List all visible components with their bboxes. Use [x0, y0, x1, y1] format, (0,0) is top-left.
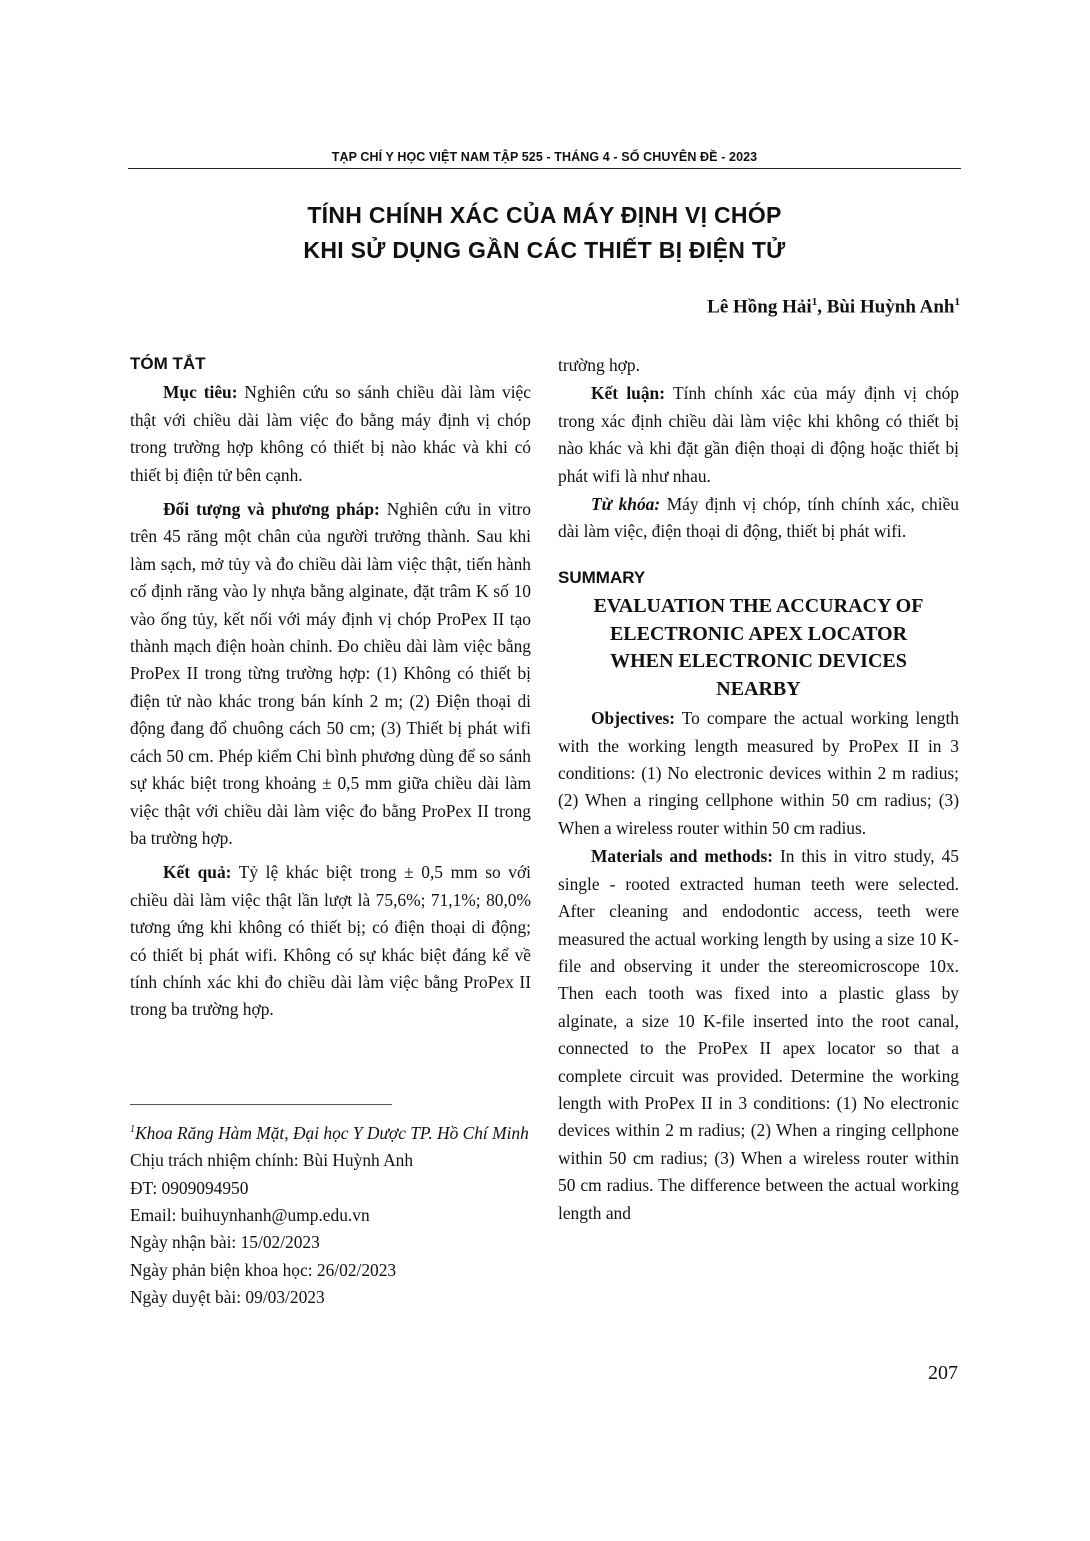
date-received: Ngày nhận bài: 15/02/2023: [130, 1232, 320, 1253]
date-reviewed: Ngày phản biện khoa học: 26/02/2023: [130, 1259, 397, 1280]
summary-objectives: [558, 705, 959, 842]
page-number: 207: [928, 1362, 958, 1384]
objective-label: Mục tiêu:: [163, 382, 238, 403]
left-column: [130, 350, 531, 1024]
conclusion-text: Tính chính xác của máy định vị chóp trong xác định chiều dài làm việc khi không có thiết bị nào khác và khi đặt gần điện thoại di động hoặc thiết bị phát wifi là như nhau.: [558, 383, 960, 486]
abstract-vi-heading: TÓM TẮT: [130, 354, 206, 373]
summary-methods: [558, 843, 959, 1227]
results-continuation: trường hợp.: [558, 355, 640, 375]
materials-methods-label: Materials and methods:: [591, 846, 774, 867]
author-2: Bùi Huỳnh Anh: [826, 296, 955, 318]
results-label: Kết quả:: [163, 862, 232, 883]
methods-label: Đối tượng và phương pháp:: [163, 499, 380, 520]
abstract-methods: [130, 496, 531, 852]
date-accepted: Ngày duyệt bài: 09/03/2023: [130, 1287, 325, 1308]
article-title: [128, 198, 961, 268]
objectives-text: To compare the actual working length with the working length measured by ProPex II in 3 conditions: (1) No electronic devices within 2 m radius; (2) When a ringing cellphone within 50 cm radius; (3) When a wireless router within 50 cm radius.: [558, 708, 959, 838]
english-title: [558, 593, 959, 703]
objectives-label: Objectives:: [591, 708, 676, 729]
materials-methods-text: In this in vitro study, 45 single - rooted extracted human teeth were selected. After cleaning and endodontic access, teeth were measured the actual working length by using a size 10 K-file and observing it under the stereomicroscope 10x. Then each tooth was fixed into a plastic glass by alginate, a size 10 K-file inserted into the root canal, connected to the ProPex II apex locator so that a complete circuit was provided. Determine the working length with ProPex II in 3 conditions: (1) No electronic devices within 2 m radius; (2) When a ringing cellphone within 50 cm radius; (3) When a wireless router within 50 cm radius. The difference between the actual working length and: [558, 846, 960, 1223]
author-2-affiliation-mark: 1: [954, 296, 960, 308]
objective-text: Nghiên cứu so sánh chiều dài làm việc thật với chiều dài làm việc đo bằng máy định vị chóp trong trường hợp không có thiết bị nào khác và khi có thiết bị điện tử bên cạnh.: [130, 382, 531, 485]
affiliation-mark: 1: [130, 1124, 135, 1135]
title-line-1: TÍNH CHÍNH XÁC CỦA MÁY ĐỊNH VỊ CHÓP: [307, 202, 782, 228]
keywords-text: Máy định vị chóp, tính chính xác, chiều dài làm việc, điện thoại di động, thiết bị phát wifi.: [558, 494, 959, 542]
author-separator: ,: [817, 296, 827, 318]
running-head: TẠP CHÍ Y HỌC VIỆT NAM TẬP 525 - THÁNG 4 - SỐ CHUYÊN ĐỀ - 2023: [331, 150, 758, 164]
title-line-2: KHI SỬ DỤNG GẦN CÁC THIẾT BỊ ĐIỆN TỬ: [303, 237, 786, 263]
phone: ĐT: 0909094950: [130, 1177, 249, 1198]
english-title-line-2: ELECTRONIC APEX LOCATOR: [609, 622, 908, 645]
conclusion-label: Kết luận:: [591, 383, 665, 404]
email: Email: buihuynhanh@ump.edu.vn: [130, 1205, 370, 1226]
footnotes: [130, 1116, 531, 1312]
english-title-line-3: WHEN ELECTRONIC DEVICES: [610, 650, 907, 673]
methods-text: Nghiên cứu in vitro trên 45 răng một chân của người trưởng thành. Sau khi làm sạch, mở tủy và đo chiều dài làm việc thật, tiến hành cố định răng vào ly nhựa bằng alginate, đặt trâm K số 10 vào ống tủy, kết nối với máy định vị chóp ProPex II tạo thành mạch điện hoàn chỉnh. Đo chiều dài làm việc bằng ProPex II trong từng trường hợp: (1) Không có thiết bị điện tử nào khác trong bán kính 2 m; (2) Điện thoại di động đang đổ chuông cách 50 cm; (3) Thiết bị phát wifi cách 50 cm. Phép kiểm Chi bình phương dùng để so sánh sự khác biệt trong khoảng ± 0,5 mm giữa chiều dài làm việc thật với chiều dài làm việc đo bằng ProPex II trong ba trường hợp.: [130, 499, 531, 848]
affiliation: [130, 1116, 531, 1147]
author-list: [707, 296, 960, 318]
abstract-conclusion: [558, 380, 959, 490]
corresponding-author: Chịu trách nhiệm chính: Bùi Huỳnh Anh: [130, 1150, 414, 1171]
author-1-affiliation-mark: 1: [811, 296, 818, 308]
header-rule: [128, 168, 961, 169]
affiliation-text: Khoa Răng Hàm Mặt, Đại học Y Dược TP. Hồ Chí Minh: [135, 1122, 529, 1143]
results-text: Tỷ lệ khác biệt trong ± 0,5 mm so với chiều dài làm việc thật lần lượt là 75,6%; 71,1%; 80,0% tương ứng khi không có thiết bị; có điện thoại di động; có thiết bị phát wifi. Không có sự khác biệt đáng kể về tính chính xác khi đo chiều dài làm việc bằng ProPex II trong ba trường hợp.: [130, 862, 531, 1020]
abstract-results: [130, 859, 531, 1023]
english-title-line-4: NEARBY: [716, 677, 801, 700]
english-title-line-1: EVALUATION THE ACCURACY OF: [593, 595, 924, 618]
keywords-label: Từ khóa:: [591, 494, 661, 515]
abstract-keywords: [558, 491, 959, 546]
right-column: [558, 352, 959, 1227]
author-1: Lê Hồng Hải: [707, 296, 812, 318]
abstract-objective: [130, 379, 531, 489]
summary-heading: SUMMARY: [558, 567, 646, 587]
footnote-rule: [130, 1104, 392, 1105]
